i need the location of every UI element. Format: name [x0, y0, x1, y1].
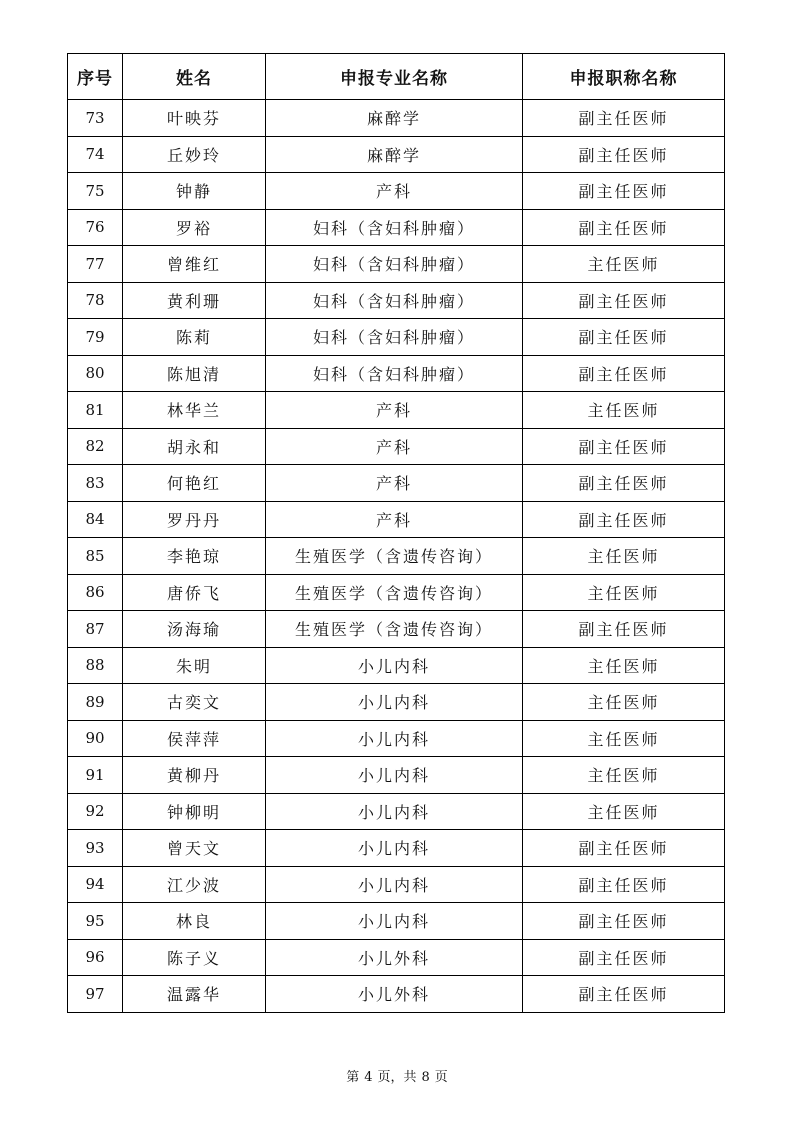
cell-seq: 89	[68, 684, 123, 721]
cell-name: 侯萍萍	[123, 720, 266, 757]
cell-specialty: 产科	[266, 173, 523, 210]
cell-specialty: 妇科（含妇科肿瘤）	[266, 319, 523, 356]
table-row	[68, 319, 725, 356]
cell-title: 主任医师	[523, 574, 725, 611]
cell-specialty: 妇科（含妇科肿瘤）	[266, 355, 523, 392]
cell-title: 副主任医师	[523, 903, 725, 940]
cell-name: 李艳琼	[123, 538, 266, 575]
cell-seq: 97	[68, 976, 123, 1013]
cell-name: 黄柳丹	[123, 757, 266, 794]
cell-name: 林华兰	[123, 392, 266, 429]
table-row	[68, 392, 725, 429]
cell-title: 副主任医师	[523, 976, 725, 1013]
cell-specialty: 产科	[266, 465, 523, 502]
cell-specialty: 产科	[266, 428, 523, 465]
cell-specialty: 小儿内科	[266, 720, 523, 757]
table-row	[68, 793, 725, 830]
cell-specialty: 产科	[266, 392, 523, 429]
table-row	[68, 684, 725, 721]
cell-name: 何艳红	[123, 465, 266, 502]
cell-specialty: 小儿内科	[266, 647, 523, 684]
cell-name: 曾天文	[123, 830, 266, 867]
cell-name: 罗丹丹	[123, 501, 266, 538]
footer-total-unit: 页	[434, 1070, 448, 1085]
cell-title: 副主任医师	[523, 173, 725, 210]
cell-seq: 92	[68, 793, 123, 830]
cell-title: 副主任医师	[523, 428, 725, 465]
cell-seq: 79	[68, 319, 123, 356]
header-seq: 序号	[68, 54, 123, 100]
cell-title: 主任医师	[523, 246, 725, 283]
table-row	[68, 173, 725, 210]
table-header-row	[68, 54, 725, 100]
cell-name: 黄利珊	[123, 282, 266, 319]
cell-specialty: 生殖医学（含遗传咨询）	[266, 611, 523, 648]
cell-seq: 82	[68, 428, 123, 465]
cell-title: 副主任医师	[523, 501, 725, 538]
cell-title: 主任医师	[523, 538, 725, 575]
cell-name: 钟柳明	[123, 793, 266, 830]
table-row	[68, 647, 725, 684]
cell-name: 陈子义	[123, 939, 266, 976]
header-title: 申报职称名称	[523, 54, 725, 100]
cell-title: 主任医师	[523, 720, 725, 757]
cell-name: 林良	[123, 903, 266, 940]
table-row	[68, 720, 725, 757]
cell-seq: 88	[68, 647, 123, 684]
cell-seq: 90	[68, 720, 123, 757]
table-row	[68, 465, 725, 502]
header-specialty: 申报专业名称	[266, 54, 523, 100]
table-row	[68, 574, 725, 611]
cell-seq: 94	[68, 866, 123, 903]
cell-name: 叶映芬	[123, 100, 266, 137]
cell-seq: 86	[68, 574, 123, 611]
table-row	[68, 757, 725, 794]
table-row	[68, 976, 725, 1013]
cell-seq: 78	[68, 282, 123, 319]
table-row	[68, 903, 725, 940]
cell-specialty: 小儿内科	[266, 903, 523, 940]
table-row	[68, 428, 725, 465]
cell-seq: 74	[68, 136, 123, 173]
cell-seq: 75	[68, 173, 123, 210]
table-row	[68, 830, 725, 867]
cell-title: 主任医师	[523, 647, 725, 684]
cell-name: 陈旭清	[123, 355, 266, 392]
cell-title: 主任医师	[523, 684, 725, 721]
cell-specialty: 小儿外科	[266, 976, 523, 1013]
cell-title: 副主任医师	[523, 100, 725, 137]
cell-title: 副主任医师	[523, 866, 725, 903]
cell-seq: 84	[68, 501, 123, 538]
cell-specialty: 小儿内科	[266, 757, 523, 794]
cell-title: 副主任医师	[523, 830, 725, 867]
cell-name: 江少波	[123, 866, 266, 903]
cell-name: 朱明	[123, 647, 266, 684]
page-footer	[0, 1066, 794, 1085]
cell-seq: 85	[68, 538, 123, 575]
cell-seq: 80	[68, 355, 123, 392]
cell-seq: 76	[68, 209, 123, 246]
table-row	[68, 611, 725, 648]
cell-title: 副主任医师	[523, 136, 725, 173]
cell-specialty: 小儿内科	[266, 684, 523, 721]
table-row	[68, 209, 725, 246]
cell-title: 副主任医师	[523, 939, 725, 976]
cell-name: 曾维红	[123, 246, 266, 283]
cell-seq: 95	[68, 903, 123, 940]
cell-specialty: 麻醉学	[266, 100, 523, 137]
cell-specialty: 产科	[266, 501, 523, 538]
cell-name: 汤海瑜	[123, 611, 266, 648]
cell-specialty: 小儿内科	[266, 793, 523, 830]
table-row	[68, 355, 725, 392]
cell-seq: 81	[68, 392, 123, 429]
footer-page-number: 4	[364, 1070, 373, 1085]
table-row	[68, 939, 725, 976]
table-row	[68, 866, 725, 903]
cell-seq: 91	[68, 757, 123, 794]
table-row	[68, 246, 725, 283]
footer-prefix: 第	[346, 1070, 360, 1085]
cell-title: 副主任医师	[523, 611, 725, 648]
cell-specialty: 生殖医学（含遗传咨询）	[266, 574, 523, 611]
cell-name: 陈莉	[123, 319, 266, 356]
table-row	[68, 136, 725, 173]
cell-specialty: 妇科（含妇科肿瘤）	[266, 246, 523, 283]
cell-title: 主任医师	[523, 757, 725, 794]
table-row	[68, 282, 725, 319]
footer-total-pages: 8	[421, 1070, 430, 1085]
cell-seq: 77	[68, 246, 123, 283]
cell-title: 副主任医师	[523, 465, 725, 502]
cell-name: 罗裕	[123, 209, 266, 246]
cell-seq: 83	[68, 465, 123, 502]
cell-name: 唐侨飞	[123, 574, 266, 611]
cell-name: 胡永和	[123, 428, 266, 465]
cell-specialty: 生殖医学（含遗传咨询）	[266, 538, 523, 575]
cell-specialty: 妇科（含妇科肿瘤）	[266, 282, 523, 319]
table-body	[68, 100, 725, 1013]
cell-seq: 73	[68, 100, 123, 137]
footer-page-unit: 页，共	[377, 1070, 417, 1085]
cell-name: 丘妙玲	[123, 136, 266, 173]
cell-seq: 93	[68, 830, 123, 867]
applicant-table	[67, 53, 725, 1013]
cell-specialty: 妇科（含妇科肿瘤）	[266, 209, 523, 246]
cell-specialty: 麻醉学	[266, 136, 523, 173]
table-row	[68, 501, 725, 538]
cell-specialty: 小儿内科	[266, 830, 523, 867]
cell-title: 副主任医师	[523, 282, 725, 319]
cell-name: 温露华	[123, 976, 266, 1013]
cell-title: 副主任医师	[523, 319, 725, 356]
cell-title: 主任医师	[523, 392, 725, 429]
cell-title: 副主任医师	[523, 355, 725, 392]
cell-name: 古奕文	[123, 684, 266, 721]
cell-title: 主任医师	[523, 793, 725, 830]
cell-specialty: 小儿内科	[266, 866, 523, 903]
cell-name: 钟静	[123, 173, 266, 210]
header-name: 姓名	[123, 54, 266, 100]
cell-specialty: 小儿外科	[266, 939, 523, 976]
table-row	[68, 538, 725, 575]
cell-seq: 87	[68, 611, 123, 648]
cell-seq: 96	[68, 939, 123, 976]
table-row	[68, 100, 725, 137]
cell-title: 副主任医师	[523, 209, 725, 246]
